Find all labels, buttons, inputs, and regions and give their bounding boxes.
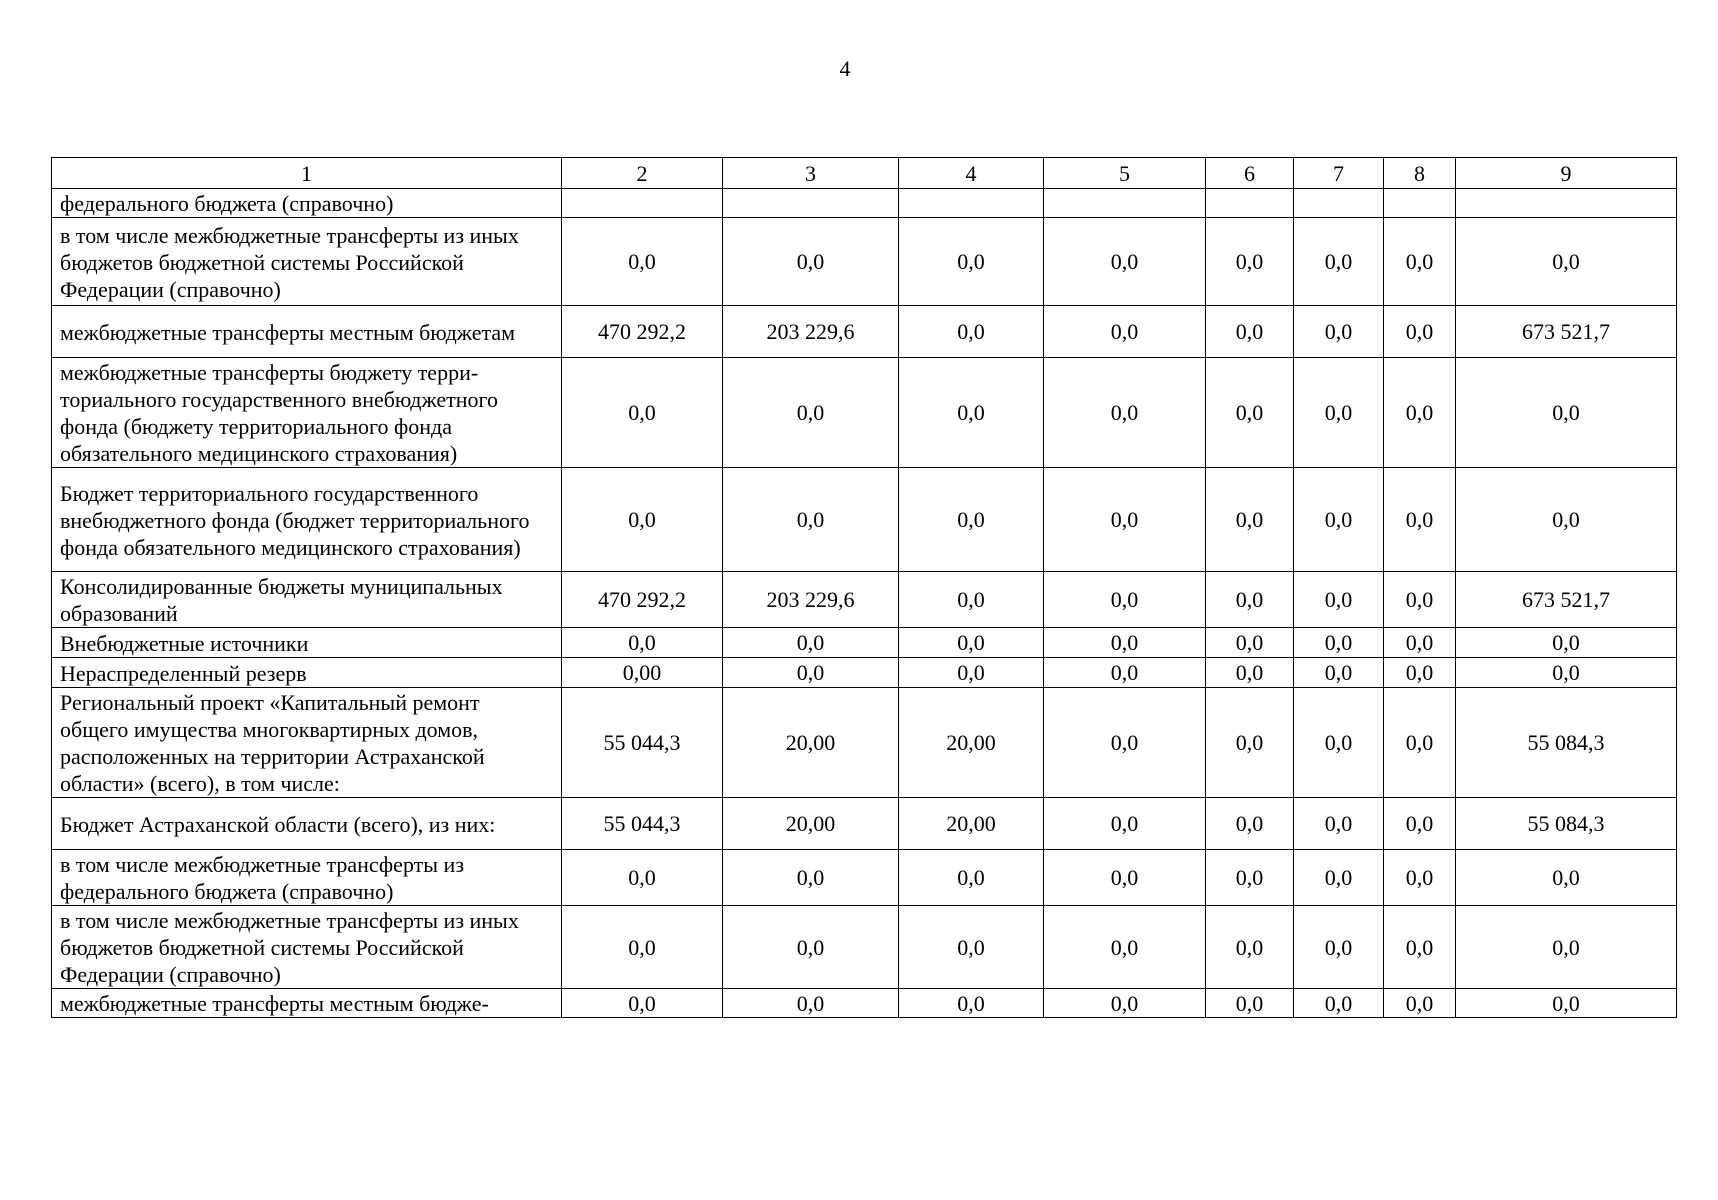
cell-col-2: 0,00: [562, 658, 723, 688]
cell-col-7: 0,0: [1294, 989, 1384, 1018]
cell-col-4: 0,0: [899, 989, 1044, 1018]
column-header-2: 2: [562, 158, 723, 189]
table-row: [52, 850, 1677, 906]
cell-col-4: 0,0: [899, 850, 1044, 906]
cell-col-9: 673 521,7: [1456, 572, 1677, 628]
cell-col-6: 0,0: [1206, 572, 1294, 628]
cell-col-2: 55 044,3: [562, 688, 723, 798]
cell-col-8: 0,0: [1384, 572, 1456, 628]
cell-col-2: 470 292,2: [562, 572, 723, 628]
cell-col-9: 0,0: [1456, 658, 1677, 688]
cell-col-4: 0,0: [899, 306, 1044, 358]
cell-col-5: 0,0: [1044, 989, 1206, 1018]
row-label: Нераспределенный резерв: [52, 658, 562, 688]
row-label: Бюджет территориального государственного внебюджетного фонда (бюджет территориального фонда обязательного медицинского страхования): [52, 468, 562, 572]
cell-col-3: [723, 189, 899, 218]
cell-col-8: 0,0: [1384, 906, 1456, 989]
cell-col-7: [1294, 189, 1384, 218]
row-label: Консолидированные бюджеты муниципальных образований: [52, 572, 562, 628]
cell-col-3: 203 229,6: [723, 572, 899, 628]
cell-col-8: 0,0: [1384, 688, 1456, 798]
cell-col-5: 0,0: [1044, 306, 1206, 358]
cell-col-2: 0,0: [562, 906, 723, 989]
cell-col-5: 0,0: [1044, 218, 1206, 306]
cell-col-8: 0,0: [1384, 989, 1456, 1018]
cell-col-9: 0,0: [1456, 468, 1677, 572]
cell-col-4: 0,0: [899, 572, 1044, 628]
cell-col-5: [1044, 189, 1206, 218]
cell-col-2: 0,0: [562, 218, 723, 306]
cell-col-8: [1384, 189, 1456, 218]
cell-col-2: 0,0: [562, 850, 723, 906]
cell-col-4: 0,0: [899, 358, 1044, 468]
row-label: межбюджетные трансферты бюджету территориального государственного внебюджетного фонда (бюджету территориального фонда обязательного медицинского страхования): [52, 358, 562, 468]
cell-col-7: 0,0: [1294, 358, 1384, 468]
row-label: в том числе межбюджетные трансферты из иных бюджетов бюджетной системы Российской Федерации (справочно): [52, 218, 562, 306]
table-row: [52, 189, 1677, 218]
cell-col-2: 0,0: [562, 358, 723, 468]
cell-col-3: 0,0: [723, 628, 899, 658]
row-label: Бюджет Астраханской области (всего), из них:: [52, 798, 562, 850]
cell-col-7: 0,0: [1294, 850, 1384, 906]
row-label: Внебюджетные источники: [52, 628, 562, 658]
cell-col-6: 0,0: [1206, 358, 1294, 468]
column-header-4: 4: [899, 158, 1044, 189]
cell-col-6: 0,0: [1206, 688, 1294, 798]
header-row: [52, 158, 1677, 189]
table-row: [52, 218, 1677, 306]
cell-col-6: [1206, 189, 1294, 218]
cell-col-9: [1456, 189, 1677, 218]
cell-col-9: 0,0: [1456, 218, 1677, 306]
row-label: Региональный проект «Капитальный ремонт общего имущества многоквартирных домов, расположенных на территории Астраханской области» (всего), в том числе:: [52, 688, 562, 798]
column-header-7: 7: [1294, 158, 1384, 189]
cell-col-5: 0,0: [1044, 572, 1206, 628]
cell-col-9: 0,0: [1456, 906, 1677, 989]
table-row: [52, 798, 1677, 850]
column-header-9: 9: [1456, 158, 1677, 189]
row-label: межбюджетные трансферты местным бюдже-: [52, 989, 562, 1018]
cell-col-8: 0,0: [1384, 218, 1456, 306]
column-header-6: 6: [1206, 158, 1294, 189]
cell-col-3: 0,0: [723, 906, 899, 989]
cell-col-8: 0,0: [1384, 358, 1456, 468]
table-header: [52, 158, 1677, 189]
row-label: в том числе межбюджетные трансферты из федерального бюджета (справочно): [52, 850, 562, 906]
cell-col-7: 0,0: [1294, 306, 1384, 358]
cell-col-9: 0,0: [1456, 850, 1677, 906]
cell-col-4: 0,0: [899, 628, 1044, 658]
cell-col-6: 0,0: [1206, 468, 1294, 572]
row-label: межбюджетные трансферты местным бюджетам: [52, 306, 562, 358]
cell-col-2: [562, 189, 723, 218]
cell-col-3: 0,0: [723, 850, 899, 906]
cell-col-5: 0,0: [1044, 798, 1206, 850]
cell-col-4: 20,00: [899, 688, 1044, 798]
cell-col-7: 0,0: [1294, 798, 1384, 850]
cell-col-8: 0,0: [1384, 628, 1456, 658]
cell-col-5: 0,0: [1044, 358, 1206, 468]
table-row: [52, 358, 1677, 468]
cell-col-8: 0,0: [1384, 850, 1456, 906]
cell-col-4: 0,0: [899, 658, 1044, 688]
cell-col-2: 0,0: [562, 468, 723, 572]
cell-col-4: 0,0: [899, 218, 1044, 306]
cell-col-4: 0,0: [899, 906, 1044, 989]
cell-col-9: 0,0: [1456, 358, 1677, 468]
cell-col-2: 0,0: [562, 628, 723, 658]
table-row: [52, 906, 1677, 989]
table-row: [52, 572, 1677, 628]
cell-col-8: 0,0: [1384, 798, 1456, 850]
cell-col-7: 0,0: [1294, 572, 1384, 628]
cell-col-9: 0,0: [1456, 628, 1677, 658]
cell-col-4: 0,0: [899, 468, 1044, 572]
cell-col-3: 0,0: [723, 358, 899, 468]
cell-col-6: 0,0: [1206, 906, 1294, 989]
cell-col-6: 0,0: [1206, 989, 1294, 1018]
cell-col-3: 0,0: [723, 218, 899, 306]
cell-col-3: 203 229,6: [723, 306, 899, 358]
cell-col-9: 55 084,3: [1456, 798, 1677, 850]
cell-col-9: 55 084,3: [1456, 688, 1677, 798]
cell-col-2: 55 044,3: [562, 798, 723, 850]
cell-col-5: 0,0: [1044, 906, 1206, 989]
cell-col-4: [899, 189, 1044, 218]
cell-col-9: 0,0: [1456, 989, 1677, 1018]
row-label: в том числе межбюджетные трансферты из иных бюджетов бюджетной системы Российской Федерации (справочно): [52, 906, 562, 989]
cell-col-5: 0,0: [1044, 628, 1206, 658]
table-body: [52, 189, 1677, 1018]
table-row: [52, 628, 1677, 658]
cell-col-9: 673 521,7: [1456, 306, 1677, 358]
cell-col-7: 0,0: [1294, 468, 1384, 572]
cell-col-6: 0,0: [1206, 850, 1294, 906]
table-row: [52, 306, 1677, 358]
cell-col-6: 0,0: [1206, 798, 1294, 850]
cell-col-7: 0,0: [1294, 688, 1384, 798]
cell-col-3: 0,0: [723, 989, 899, 1018]
cell-col-5: 0,0: [1044, 658, 1206, 688]
cell-col-6: 0,0: [1206, 218, 1294, 306]
cell-col-8: 0,0: [1384, 468, 1456, 572]
column-header-8: 8: [1384, 158, 1456, 189]
cell-col-3: 20,00: [723, 798, 899, 850]
cell-col-6: 0,0: [1206, 306, 1294, 358]
column-header-1: 1: [52, 158, 562, 189]
cell-col-7: 0,0: [1294, 218, 1384, 306]
cell-col-8: 0,0: [1384, 306, 1456, 358]
table-row: [52, 658, 1677, 688]
table-row: [52, 989, 1677, 1018]
row-label: федерального бюджета (справочно): [52, 189, 562, 218]
cell-col-3: 0,0: [723, 468, 899, 572]
table-row: [52, 468, 1677, 572]
cell-col-5: 0,0: [1044, 850, 1206, 906]
cell-col-3: 20,00: [723, 688, 899, 798]
page-number: 4: [839, 56, 851, 81]
cell-col-6: 0,0: [1206, 628, 1294, 658]
cell-col-5: 0,0: [1044, 468, 1206, 572]
cell-col-3: 0,0: [723, 658, 899, 688]
cell-col-8: 0,0: [1384, 658, 1456, 688]
cell-col-7: 0,0: [1294, 658, 1384, 688]
column-header-5: 5: [1044, 158, 1206, 189]
cell-col-2: 0,0: [562, 989, 723, 1018]
cell-col-6: 0,0: [1206, 658, 1294, 688]
column-header-3: 3: [723, 158, 899, 189]
cell-col-5: 0,0: [1044, 688, 1206, 798]
cell-col-7: 0,0: [1294, 628, 1384, 658]
budget-table: [51, 157, 1677, 1018]
cell-col-7: 0,0: [1294, 906, 1384, 989]
cell-col-2: 470 292,2: [562, 306, 723, 358]
cell-col-4: 20,00: [899, 798, 1044, 850]
table-row: [52, 688, 1677, 798]
